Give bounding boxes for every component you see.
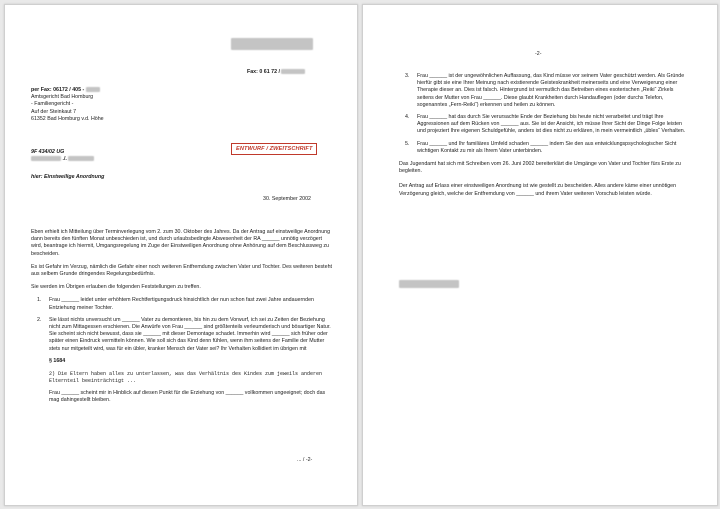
address-line-4: 61352 Bad Homburg v.d. Höhe (31, 115, 104, 122)
list-item: 2. Sie lässt nichts unversucht um ______ Vater zu demontieren, bis hin zu dem Vorwurf, ich sei zu Zeiten der Beziehung nicht zum Mittagessen erschienen. Die Anwürfe von Frau ______ sind größtenteils verleumderisch und bösartiger Natur. Sie scheint sich nicht bewusst, dass sie ______ mit dieser Demontage schadet. Immerhin wird ______ sich früher oder später einen Eindruck vermitteln können. Wie soll sich das Kind denn fühlen, wenn ihm seitens der Familie der Mutter stets nur mitgeteilt wird, was für ein übler, kranker Mensch der Vater sei? Ihr Verhalten kollidiert im übrigen mit (37, 316, 331, 352)
list-item: 5. Frau ______ und Ihr familiäres Umfeld schaden ______ indem Sie den aus entwicklungspsychologischer Sicht wichtigen Kontakt zu mir als Ihrem Vater unterbinden. (405, 140, 677, 154)
law-reference: § 1684 (49, 357, 66, 364)
letter-date: 30. September 2002 (263, 196, 312, 202)
letter-body-continued (399, 73, 689, 198)
address-line-2: - Familiengericht - (31, 101, 74, 108)
fax-line: per Fax: 06172 / 405 - (31, 87, 231, 94)
paragraph-suitability: Frau ______ scheint mir in Hinblick auf diesen Punkt für die Erziehung von ______ vollkommen ungeeignet; doch das mag dahingestellt bleiben. (49, 390, 326, 404)
case-number: 9F 434/02 UG (31, 149, 65, 155)
continuation-marker: ... / -2- (297, 457, 313, 463)
redacted-signature (399, 275, 459, 283)
paragraph-youth-office: Das Jugendamt hat sich mit Schreiben vom 26. Juni 2002 bereiterklärt die Umgänge von Vater und Tochter fürs Erste zu begleiten. (399, 161, 681, 175)
subject-line: hier: Einstweilige Anordnung (31, 174, 105, 180)
paragraph-conclusion: Der Antrag auf Erlass einer einstweiligen Anordnung ist wie gestellt zu bescheiden. Alles andere käme einer unnötigen Verzögerung gleich, welche der Entfremdung von ______ und ihrem Vater weiteren Vorschub leisten würde. (399, 183, 677, 197)
recipient-block (31, 87, 231, 123)
document-page-1 (4, 4, 358, 506)
address-line-1: Amtsgericht Bad Homburg (31, 94, 94, 101)
redacted-letterhead (231, 35, 313, 47)
page-number: -2- (535, 51, 542, 57)
list-item: 4. Frau ______ hat das durch Sie verursachte Ende der Beziehung bis heute nicht verarbeitet und trägt Ihre Aggressionen auf dem Rücken von ______ aus. Sie ist der Ansicht, ich müsse Ihrer Sicht der Dinge Folge leisten und projeziert Ihre eigenen Schuldgefühle, anders ist dies nicht zu erklären, in mein vermeintlich „übles“ Verhalten. (405, 114, 686, 135)
letter-body (31, 229, 333, 405)
list-item: 3. Frau ______ ist der ungewöhnlichen Auffassung, das Kind müsse vor seinem Vater geschützt werden. Als Gründe hierfür gibt sie eine Ihrer Meinung nach existierende Geisteskrankheit meinerseits und eine Verweigerung einer Therapie dieser an. Dies ist falsch. Hintergrund ist vermutlich das Betreiben eines esoterischen „Reiki“ Zirkels seitens der Mutter von Frau ______. Diese glaubt Krankheiten durch Handauflegen (oder durchs Telefon, sogenanntes „Fern-Reiki“) erkennen und heilen zu können. (405, 73, 685, 108)
fax-number-header: Fax: 0 61 72 / (247, 69, 305, 76)
document-page-2 (362, 4, 718, 506)
list-item: 1. Frau ______ leidet unter erhöhtem Rechtfertigungsdruck hinsichtlich der nun schon fast zwei Jahre andauernden Entziehung meiner Tochter. (37, 297, 315, 311)
findings-list-part-1 (31, 297, 333, 352)
case-parties: ./. (31, 156, 94, 163)
law-quote: 2) Die Eltern haben alles zu unterlassen, was das Verhältnis des Kindes zum jeweils anderen Elternteil beeinträchtigt ... (49, 371, 323, 384)
paragraph-urgency: Es ist Gefahr im Verzug, nämlich die Gefahr einer noch weiteren Entfremdung zwischen Vater und Tochter. Des weiteren besteht aus selbem Grunde dringendes Regelungsbedürfnis. (31, 263, 332, 278)
address-line-3: Auf der Steinkaut 7 (31, 108, 77, 115)
findings-list-part-2 (399, 73, 689, 155)
paragraph-intro: Sie werden im Übrigen erlauben die folgenden Feststellungen zu treffen. (31, 284, 201, 291)
draft-stamp: ENTWURF / ZWEITSCHRIFT (231, 143, 317, 155)
paragraph-request: Eben erhielt ich Mitteilung über Terminverlegung vom 2. zum 30. Oktober des Jahres. Da der Antrag auf einstweilige Anordnung dann bereits den fünften Monat unbeschieden ist, und durch urlaubsbedingte Abwesenheit der RA ______ unnötig verzögert wird, beantrage ich hiermit, Umgangsregelung im Zuge der Einstweiligen Anordnung ohne Anhörung auf dem Beschlussweg zu bescheiden. (31, 229, 331, 257)
